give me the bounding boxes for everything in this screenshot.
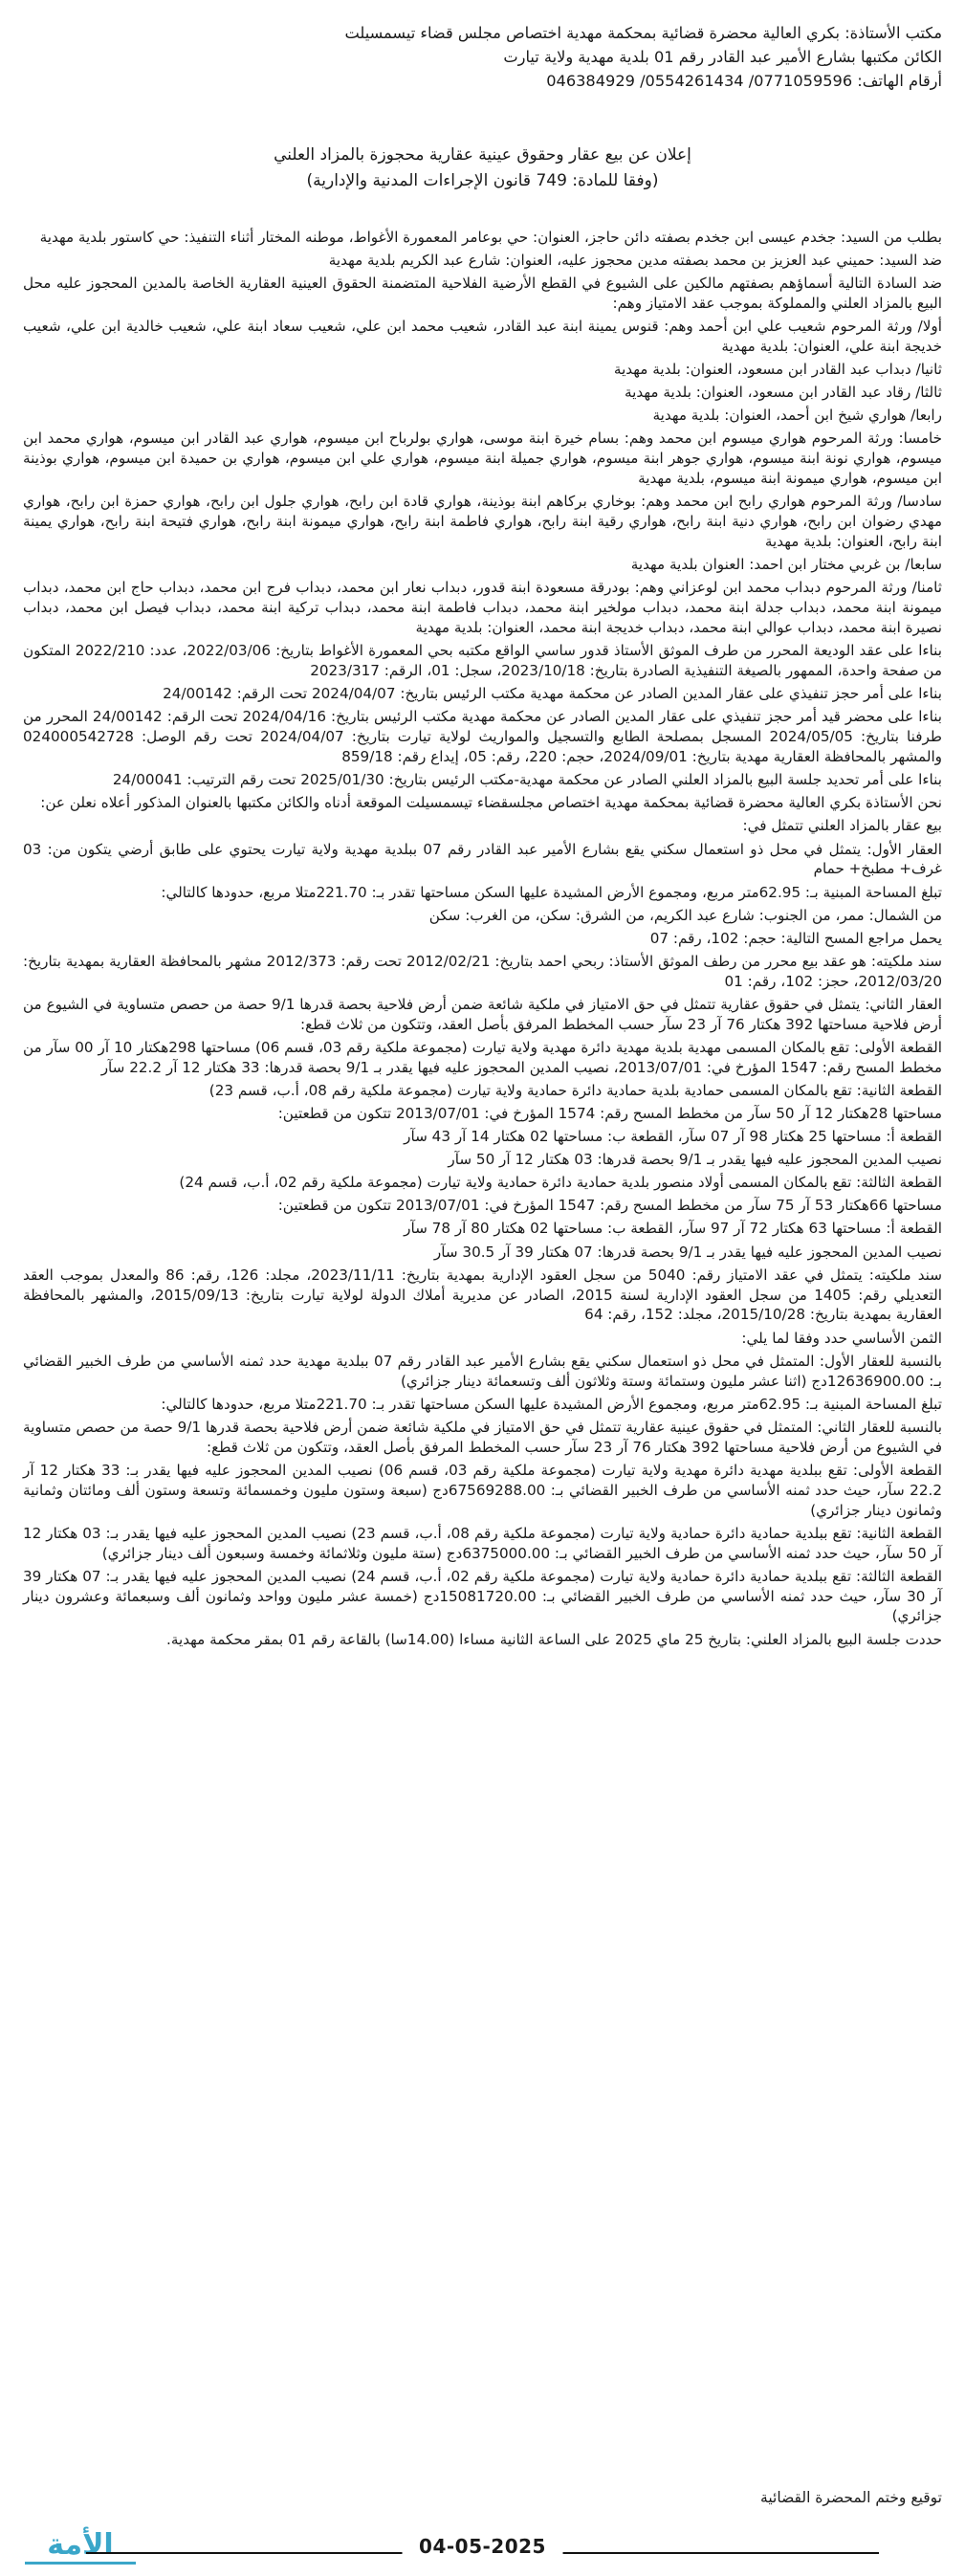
notice-paragraph: بناءا على أمر حجز تنفيذي على عقار المدين الصادر عن محكمة مهدية مكتب الرئيس بتاريخ: 2024/04/07 تحت الرقم: 24/00142 (163, 685, 942, 703)
notice-paragraph: يحمل مراجع المسح التالية: حجم: 102، رقم: 07 (649, 929, 942, 947)
notice-paragraph: رابعا/ هواري شيخ ابن أحمد، العنوان: بلدية مهدية (652, 407, 942, 425)
notice-paragraph: ثانيا/ دبداب عبد القادر ابن مسعود، العنوان: بلدية مهدية (613, 361, 942, 379)
notice-paragraph: بناءا على محضر قيد أمر حجز تنفيذي على عقار المدين الصادر عن محكمة مهدية مكتب الرئيس بتاريخ: 2024/04/16 تحت الرقم: 24/00142 المحرر من طرفنا بتاريخ: 2024/05/05 المسجل بمصلحة الطابع والتسجيل والمواريث لولاية تيارت بتاريخ: 2024/04/07 تحت رقم الوصل: 024000542728 والمشهر بالمحافظة العقارية مهدية بتاريخ: 2024/09/01، حجم: 220، رقم: 05، إيداع رقم: 859/18 (23, 708, 943, 766)
notice-title-line2: (وفقا للمادة: 749 قانون الإجراءات المدنية والإدارية) (306, 171, 659, 190)
issue-date: 04-05-2025 (402, 2535, 563, 2558)
notice-title (23, 143, 942, 194)
notice-paragraph: القطعة الثانية: تقع بالمكان المسمى حمادية بلدية حمادية دائرة حمادية ولاية تيارت (مجموعة ملكية رقم 08، أ.ب، قسم 23) (208, 1081, 942, 1099)
notice-paragraph: ضد السادة التالية أسماؤهم بصفتهم مالكين على الشيوع في القطع الأرضية الفلاحية المتضمنة الحقوق العينية العقارية الخاصة بالمدين المحجوز عليه محل البيع بالمزاد العلني والمملوكة بموجب عقد الامتياز وهم: (23, 275, 942, 313)
bailiff-address: الكائن مكتبها بشارع الأمير عبد القادر رقم 01 بلدية مهدية ولاية تيارت (503, 48, 942, 66)
notice-paragraph: نصيب المدين المحجوز عليه فيها يقدر بـ 9/1 بحصة قدرها: 07 هكتار 39 آر 30.5 سآر (433, 1243, 942, 1261)
notice-paragraph: بالنسبة للعقار الأول: المتمثل في محل ذو استعمال سكني يقع بشارع الأمير عبد القادر رقم 07 ببلدية مهدية حدد ثمنه الأساسي من طرف الخبير القضائي بـ: 12636900.00دج (اثنا عشر مليون وستمائة وستة وثلاثون ألف وتسعمائة دينار جزائري) (23, 1352, 943, 1390)
notice-paragraph: نحن الأستاذة بكري العالية محضرة قضائية بمحكمة مهدية اختصاص مجلسقضاء تيسمسيلت الموقعة أدناه والكائن مكتبها بالعنوان المذكور أعلاه نعلن عن: (40, 794, 942, 812)
notice-paragraph: القطعة الثالثة: تقع بالمكان المسمى أولاد منصور بلدية حمادية دائرة حمادية ولاية تيارت (مجموعة ملكية رقم 02، أ.ب، قسم 24) (179, 1174, 942, 1192)
notice-paragraph: القطعة الأولى: تقع بالمكان المسمى مهدية بلدية مهدية دائرة مهدية ولاية تيارت (مجموعة ملكية رقم 03، قسم 06) مساحتها 298هكتار 10 آر 00 سآر من مخطط المسح رقم: 1547 المؤرخ في: 2013/07/01، نصيب المدين المحجوز عليه فيها يقدر بـ 9/1 بحصة قدرها: 33 هكتار 12 آر 22.2 سآر (23, 1038, 942, 1076)
bailiff-phones: أرقام الهاتف: 0771059596/ 0554261434/ 046384929 (546, 72, 942, 90)
notice-paragraph: العقار الأول: يتمثل في محل ذو استعمال سكني يقع بشارع الأمير عبد القادر رقم 07 ببلدية مهدية ولاية تيارت يحتوي على طابق أرضي يتكون من: 03 غرف+ مطبخ+ حمام (23, 840, 942, 878)
newspaper-logo-icon (23, 2523, 138, 2567)
notice-paragraph: خامسا: ورثة المرحوم هواري ميسوم ابن محمد وهم: بسام خيرة ابنة موسى، هواري بولرباح ابن ميسوم، هواري عبد القادر ابن ميسوم، هواري محمد ابن ميسوم، هواري نونة ابنة ميسوم، هواري جوهر ابنة ميسوم، هواري جميلة ابنة ميسوم، هواري علي ابن ميسوم، هواري بن حميدة ابن ميسوم، هواري بوذينة ابن ميسوم، هواري ميمونة ابنة ميسوم، بلدية مهدية (23, 429, 942, 488)
bailiff-office: مكتب الأستاذة: بكري العالية محضرة قضائية بمحكمة مهدية اختصاص مجلس قضاء تيسمسيلت (344, 24, 942, 42)
notice-paragraph: تبلغ المساحة المبنية بـ: 62.95متر مربع، ومجموع الأرض المشيدة عليها السكن مساحتها تقدر بـ: 221.70متلا مربع، حدودها كالتالي: (161, 1395, 942, 1413)
notice-paragraph: بيع عقار بالمزاد العلني تتمثل في: (742, 817, 942, 835)
notice-paragraph: القطعة الأولى: تقع ببلدية مهدية دائرة مهدية ولاية تيارت (مجموعة ملكية رقم 03، قسم 06) نصيب المدين المحجوز عليه فيها يقدر بـ: 33 هكتار 12 آر 22.2 سآر، حيث حدد ثمنه الأساسي من طرف الخبير القضائي بـ: 67569288.00دج (سبعة وستون مليون وخمسمائة وتسعة وستون ألف ومائتان وثمانية وثمانون دينار جزائري) (23, 1461, 942, 1519)
notice-paragraph: الثمن الأساسي حدد وفقا لما يلي: (741, 1329, 942, 1347)
notice-paragraph: نصيب المدين المحجوز عليه فيها يقدر بـ 9/1 بحصة قدرها: 03 هكتار 12 آر 50 سآر (448, 1151, 942, 1169)
notice-title-line1: إعلان عن بيع عقار وحقوق عينية عقارية محجوزة بالمزاد العلني (274, 145, 691, 165)
newspaper-logo (23, 2523, 138, 2567)
notice-paragraph: بناءا على أمر تحديد جلسة البيع بالمزاد العلني الصادر عن محكمة مهدية-مكتب الرئيس بتاريخ: 2025/01/30 تحت رقم الترتيب: 24/00041 (112, 771, 942, 789)
notice-paragraph: أولا/ ورثة المرحوم شعيب علي ابن أحمد وهم: قنوس يمينة ابنة عبد القادر، شعيب محمد ابن علي، شعيب سعاد ابنة علي، شعيب خالدية ابن علي، شعيب خديجة ابنة علي، العنوان: بلدية مهدية (23, 318, 942, 356)
notice-body (23, 228, 942, 1649)
newspaper-logo-text: الأمة (47, 2528, 114, 2562)
notice-paragraph: القطعة أ: مساحتها 25 هكتار 98 آر 07 سآر، القطعة ب: مساحتها 02 هكتار 14 آر 43 سآر (404, 1128, 942, 1146)
notice-paragraph: ثالثا/ رقاد عبد القادر ابن مسعود، العنوان: بلدية مهدية (625, 384, 942, 402)
notice-paragraph: سند ملكيته: يتمثل في عقد الامتياز رقم: 5040 من سجل العقود الإدارية بمهدية بتاريخ: 2023/11/11، مجلد: 126، رقم: 86 والمعدل بموجب العقد التعديلي رقم: 1405 من سجل العقود الإدارية لسنة 2015، الصادر عن مديرية أملاك الدولة لولاية تيارت بتاريخ: 2015/09/13، والمشهر بالمحافظة العقارية بمهدية بتاريخ: 2015/10/28، مجلد: 152، رقم: 64 (23, 1266, 942, 1324)
signature-line: توقيع وختم المحضرة القضائية (760, 2489, 942, 2506)
notice-paragraph: القطعة الثانية: تقع ببلدية حمادية دائرة حمادية ولاية تيارت (مجموعة ملكية رقم 08، أ.ب، قسم 23) نصيب المدين المحجوز عليه فيها يقدر بـ: 03 هكتار 12 آر 50 سآر، حيث حدد ثمنه الأساسي من طرف الخبير القضائي بـ: 6375000.00دج (ستة مليون وثلاثمائة وخمسة وسبعون ألف دينار جزائري) (23, 1524, 942, 1562)
notice-paragraph: ثامنا/ ورثة المرحوم دبداب محمد ابن لوعزاني وهم: بودرقة مسعودة ابنة قدور، دبداب نعار ابن محمد، دبداب فرج ابن محمد، دبداب حاج ابن محمد، دبداب ميمونة ابنة محمد، دبداب جدلة ابنة محمد، دبداب مولخير ابنة محمد، دبداب فاطمة ابنة محمد، دبداب تركية ابنة محمد، دبداب فيصل ابن محمد، دبداب نصيرة ابنة محمد، دبداب عوالي ابنة محمد، دبداب خديجة ابنة محمد، العنوان: بلدية مهدية (23, 579, 942, 637)
bailiff-header (23, 21, 942, 93)
notice-paragraph: مساحتها 28هكتار 12 آر 50 سآر من مخطط المسح رقم: 1574 المؤرخ في: 2013/07/01 تتكون من قطعتين: (277, 1104, 942, 1122)
notice-paragraph: من الشمال: ممر، من الجنوب: شارع عبد الكريم، من الشرق: سكن، من الغرب: سكن (428, 906, 942, 924)
notice-paragraph: سند ملكيته: هو عقد بيع محرر من رطف الموثق الأستاذ: ربحي احمد بتاريخ: 2012/02/21 تحت رقم: 2012/373 مشهر بالمحافظة العقارية بمهدية بتاريخ: 2012/03/20، حجز: 102، رقم: 01 (23, 952, 942, 990)
notice-paragraph: سابعا/ بن غربي مختار ابن احمد: العنوان بلدية مهدية (630, 556, 942, 574)
notice-paragraph: سادسا/ ورثة المرحوم هواري رابح ابن محمد وهم: بوخاري بركاهم ابنة بوذينة، هواري قادة ابن رابح، هواري جلول ابن رابح، هواري حمزة ابن رابح، هواري مهدي رضوان ابن رابح، هواري دنية ابنة رابح، هواري رقية ابنة رابح، هواري فاطمة ابنة رابح، هواري ميمونة ابنة رابح، هواري فتيحة ابنة رابح، هواري يمينة ابنة رابح، العنوان: بلدية مهدية (23, 493, 942, 551)
notice-paragraph: بالنسبة للعقار الثاني: المتمثل في حقوق عينية عقارية تتمثل في حق الامتياز في ملكية شائعة ضمن أرض فلاحية بحصة قدرها 9/1 حصة من حصص متساوية في الشيوع من أرض فلاحية مساحتها 392 هكتار 76 آر 23 سآر حسب المخطط المرفق بأصل العقد، وتتكون من ثلاث قطع: (23, 1418, 942, 1456)
notice-paragraph: مساحتها 66هكتار 53 آر 75 سآر من مخطط المسح رقم: 1547 المؤرخ في: 2013/07/01 تتكون من قطعتين: (277, 1197, 942, 1215)
notice-paragraph: بطلب من السيد: جخدم عيسى ابن جخدم بصفته دائن حاجز، العنوان: حي بوعامر المعمورة الأغواط، موطنه المختار أثناء التنفيذ: حي كاستور بلدية مهدية (39, 229, 942, 246)
notice-paragraph: حددت جلسة البيع بالمزاد العلني: بتاريخ 25 ماي 2025 على الساعة الثانية مساءا (14.00سا) بالقاعة رقم 01 بمقر محكمة مهدية. (166, 1630, 942, 1648)
notice-paragraph: ضد السيد: حميني عبد العزيز بن محمد بصفته مدين محجوز عليه، العنوان: شارع عبد الكريم بلدية مهدية (328, 252, 942, 270)
notice-paragraph: تبلغ المساحة المبنية بـ: 62.95متر مربع، ومجموع الأرض المشيدة عليها السكن مساحتها تقدر بـ: 221.70متلا مربع، حدودها كالتالي: (161, 883, 942, 901)
notice-paragraph: القطعة الثالثة: تقع ببلدية حمادية دائرة حمادية ولاية تيارت (مجموعة ملكية رقم 02، أ.ب، قسم 24) نصيب المدين المحجوز عليه فيها يقدر بـ: 07 هكتار 39 آر 30 سآر، حيث حدد ثمنه الأساسي من طرف الخبير القضائي بـ: 15081720.00دج (خمسة عشر مليون وواحد وثمانون ألف وسبعمائة وعشرون دينار جزائري) (23, 1567, 942, 1625)
notice-paragraph: القطعة أ: مساحتها 63 هكتار 72 آر 97 سآر، القطعة ب: مساحتها 02 هكتار 80 آر 78 سآر (404, 1220, 942, 1238)
newspaper-footer (0, 2527, 965, 2576)
notice-paragraph: العقار الثاني: يتمثل في حقوق عقارية تتمثل في حق الامتياز في ملكية شائعة ضمن أرض فلاحية بحصة قدرها 9/1 حصة من حصص متساوية في الشيوع من أرض فلاحية مساحتها 392 هكتار 76 آر 23 سآر حسب المخطط المرفق بأصل العقد، وتتكون من ثلاث قطع: (23, 995, 942, 1033)
notice-paragraph: بناءا على عقد الوديعة المحرر من طرف الموثق الأستاذ قدور ساسي الواقع مكتبه بحي المعمورة الأغواط بتاريخ: 2022/03/06، عدد: 2022/210 المتكون من صفحة واحدة، الممهور بالصيغة التنفيذية الصادرة بتاريخ: 2023/10/18، سجل: 01، الرقم: 2023/317 (23, 642, 942, 680)
